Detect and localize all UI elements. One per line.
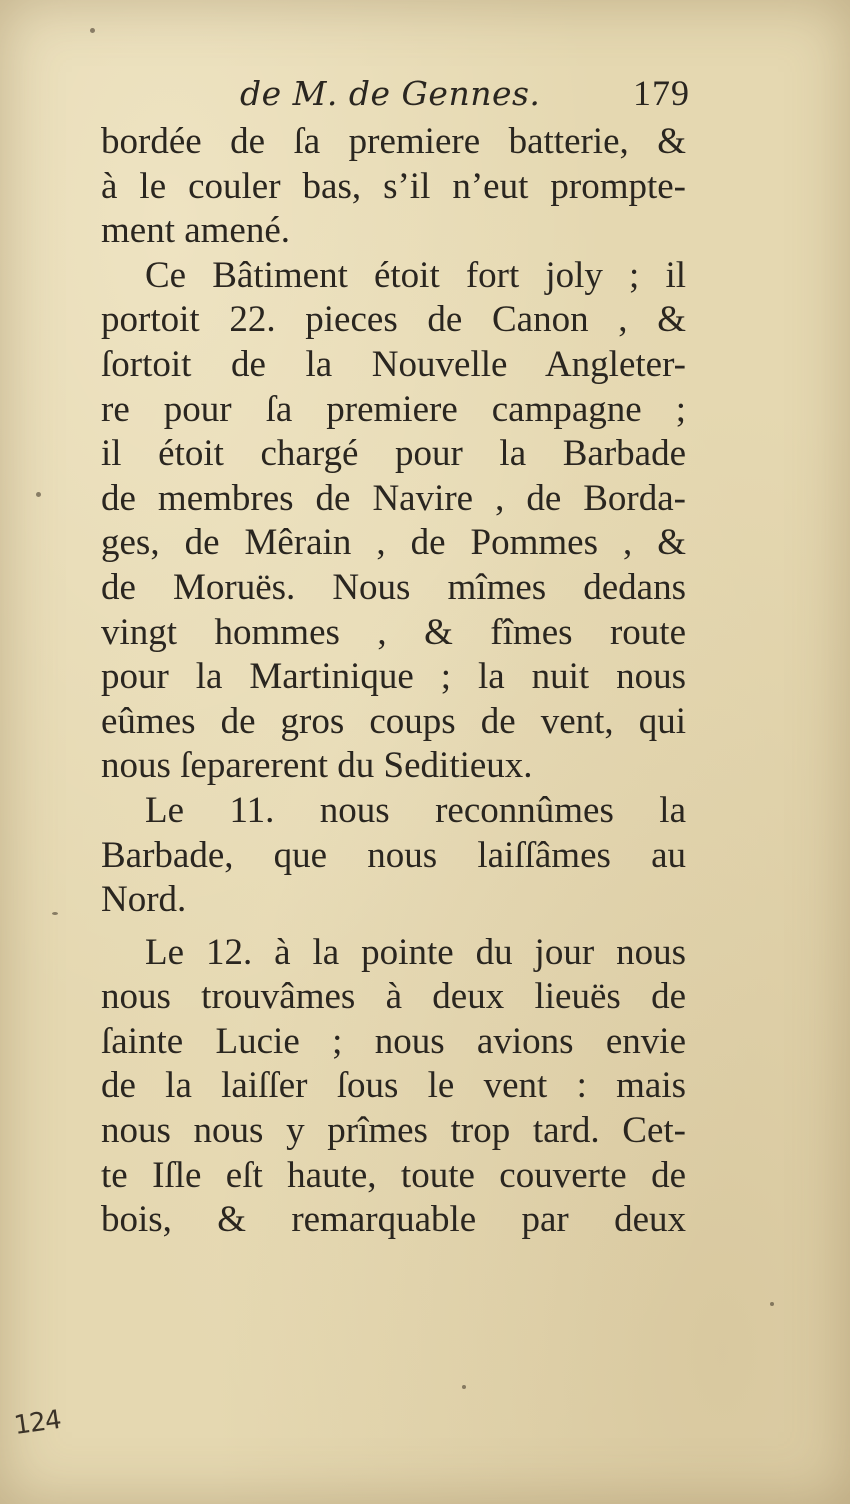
- text-line: de membres de Navire , de Borda-: [101, 477, 686, 519]
- text-line: ſortoit de la Nouvelle Angleter-: [101, 343, 686, 385]
- text-line: ment amené.: [101, 210, 291, 252]
- text-line: Nord.: [101, 879, 187, 921]
- text-line: de Moruës. Nous mîmes dedans: [101, 566, 686, 608]
- text-line: vingt hommes , & fîmes route: [101, 611, 686, 653]
- text-line: portoit 22. pieces de Canon , &: [101, 299, 686, 341]
- body-text: [101, 120, 686, 1243]
- text-line: de la laiſſer ſous le vent : mais: [101, 1065, 686, 1107]
- ink-speck: [52, 912, 58, 915]
- text-line: Barbade, que nous laiſſâmes au: [101, 834, 686, 876]
- text-line: te Iſle eſt haute, toute couverte de: [101, 1154, 686, 1196]
- text-line: eûmes de gros coups de vent, qui: [101, 700, 686, 742]
- page-number: 179: [633, 73, 690, 113]
- text-line: pour la Martinique ; la nuit nous: [101, 656, 686, 698]
- text-line: re pour ſa premiere campagne ;: [101, 388, 686, 430]
- text-line: nous nous y prîmes trop tard. Cet-: [101, 1110, 686, 1152]
- text-line: bordée de ſa premiere batterie, &: [101, 121, 686, 162]
- ink-speck: [462, 1385, 466, 1389]
- ink-speck: [770, 1302, 774, 1306]
- text-line: il étoit chargé pour la Barbade: [101, 433, 686, 475]
- text-line: ſainte Lucie ; nous avions envie: [101, 1020, 686, 1062]
- text-line: Le 12. à la pointe du jour nous: [145, 931, 686, 973]
- text-line: à le couler bas, s’il n’eut prompte-: [101, 165, 686, 207]
- text-line: Le 11. nous reconnûmes la: [145, 789, 686, 831]
- paragraph-gap: [101, 923, 686, 931]
- text-line: ges, de Mêrain , de Pommes , &: [101, 522, 686, 564]
- page-header: [100, 70, 690, 120]
- text-line: Ce Bâtiment étoit fort joly ; il: [145, 254, 686, 296]
- text-line: nous trouvâmes à deux lieuës de: [101, 976, 686, 1018]
- ink-speck: [36, 492, 41, 497]
- running-title: de M. de Gennes.: [240, 74, 541, 113]
- handwritten-marginal-number: 124: [12, 1404, 63, 1442]
- text-line: nous ſeparerent du Seditieux.: [101, 745, 533, 787]
- text-line: bois, & remarquable par deux: [101, 1199, 686, 1241]
- ink-speck: [90, 28, 95, 33]
